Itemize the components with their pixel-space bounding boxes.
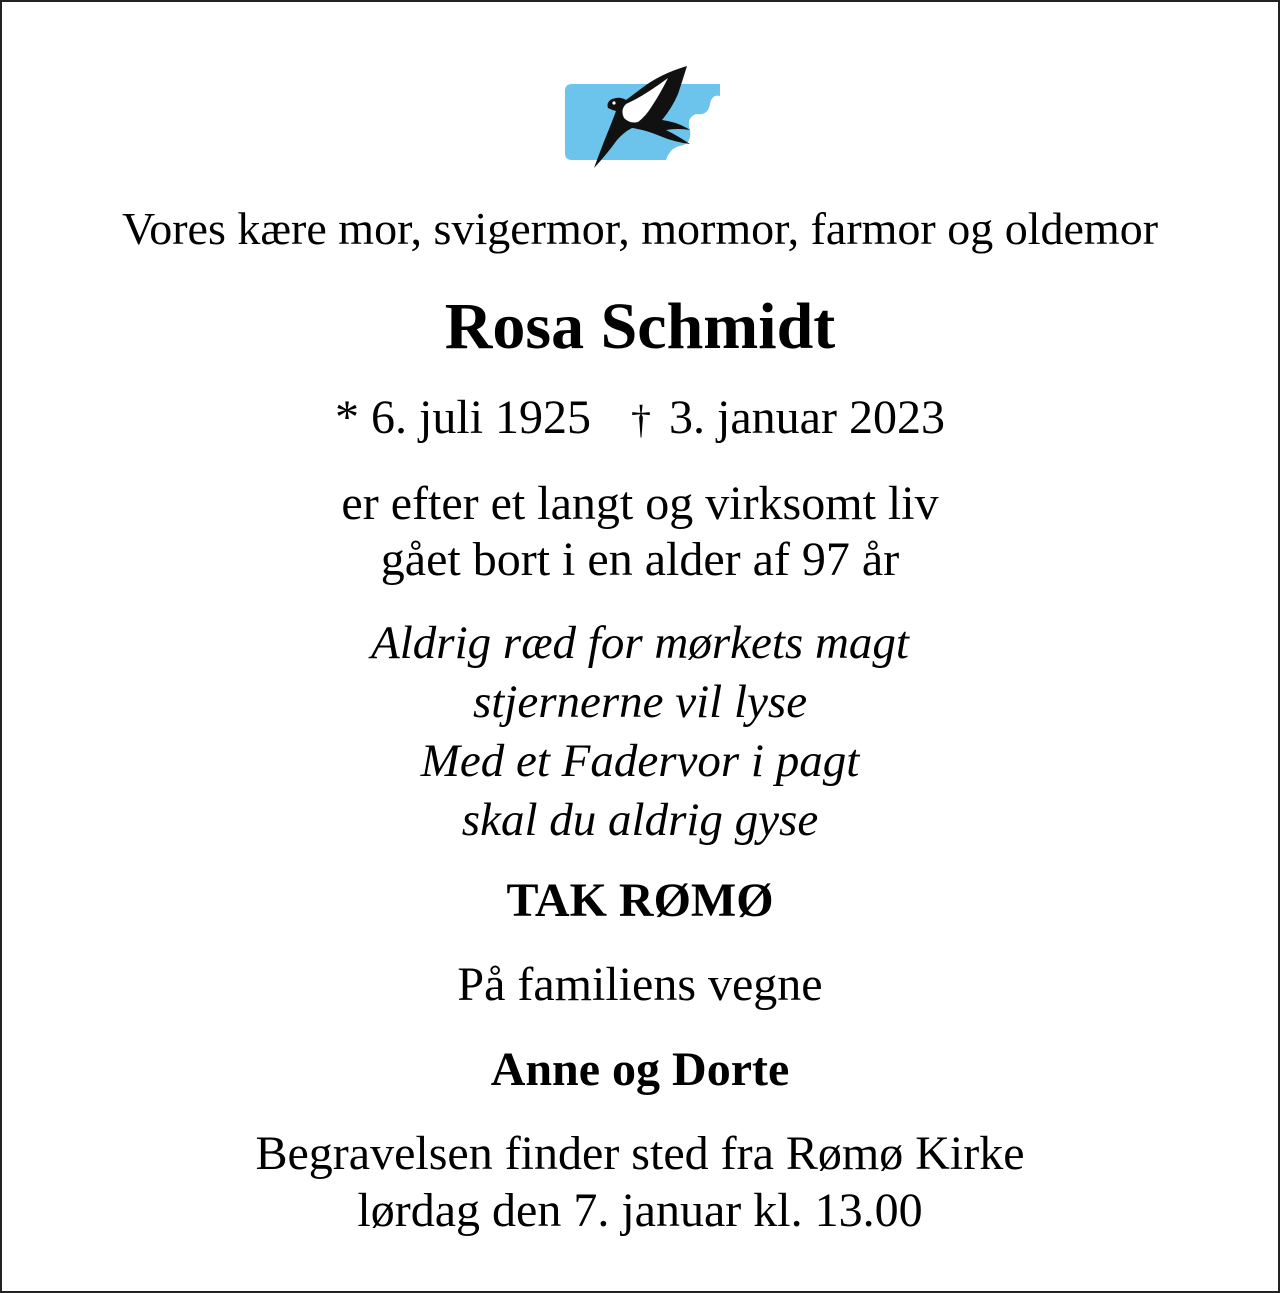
verse-line: Aldrig ræd for mørkets magt — [371, 617, 909, 669]
signers-names: Anne og Dorte — [490, 1043, 790, 1096]
swallow-icon — [562, 64, 724, 172]
life-text-line: gået bort i en alder af 97 år — [380, 533, 900, 586]
thanks-heading: TAK RØMØ — [506, 874, 774, 927]
on-behalf-text: På familiens vegne — [457, 958, 823, 1011]
life-dates — [2, 391, 1278, 444]
swallow-eye — [612, 101, 615, 104]
verse-line: Med et Fadervor i pagt — [420, 735, 860, 787]
funeral-info-line: Begravelsen finder sted fra Rømø Kirke — [255, 1127, 1025, 1180]
intro-text: Vores kære mor, svigermor, mormor, farmor og oldemor — [121, 203, 1159, 254]
deceased-name: Rosa Schmidt — [444, 290, 836, 363]
funeral-info-line: lørdag den 7. januar kl. 13.00 — [357, 1184, 923, 1237]
birth-date: 6. juli 1925 — [371, 391, 592, 444]
birth-symbol: * — [335, 391, 360, 444]
verse-line: skal du aldrig gyse — [461, 794, 819, 846]
death-symbol: † — [631, 397, 652, 442]
death-date: 3. januar 2023 — [669, 391, 945, 444]
life-text-line: er efter et langt og virksomt liv — [341, 477, 939, 530]
verse-line: stjernerne vil lyse — [472, 676, 808, 728]
